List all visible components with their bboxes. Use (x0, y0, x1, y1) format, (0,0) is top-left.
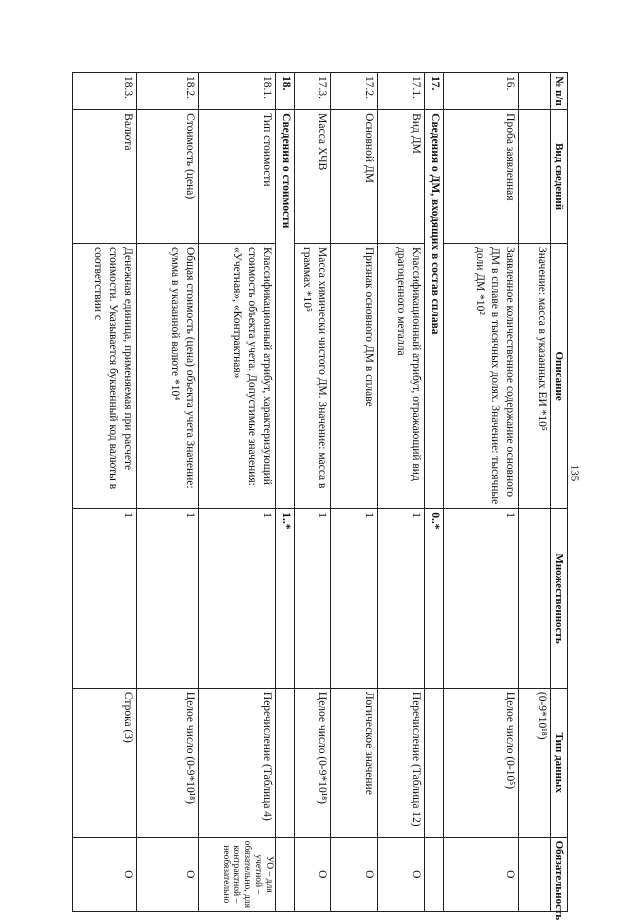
cell-mult: 1 (137, 509, 199, 689)
cell-type: Целое число (0-9*10¹⁸) (137, 688, 199, 837)
header-no: № п/п (550, 73, 567, 110)
section-row (276, 73, 295, 912)
cell-req: О (443, 837, 518, 911)
header-desc: Описание (550, 244, 567, 509)
cell-req (518, 837, 550, 911)
cell-req: О (377, 837, 424, 911)
section-title: Сведения о стоимости (276, 110, 295, 509)
cell-no: 17.1. (377, 73, 424, 110)
table-row (137, 73, 199, 912)
cell-kind: Основной ДМ (330, 110, 377, 244)
cell-req: О (330, 837, 377, 911)
cell-type: Целое число (0-9*10¹⁸) (295, 688, 330, 837)
cell-type (424, 688, 443, 837)
table-row (73, 73, 137, 912)
cell-req: О (73, 837, 137, 911)
cell-no: 17.3. (295, 73, 330, 110)
cell-req: О (137, 837, 199, 911)
table-row (199, 73, 276, 912)
header-mult: Множественность (550, 509, 567, 689)
cell-desc: Классификационный атрибут, отражающий вид драгоценного металла (377, 244, 424, 509)
cell-kind: Тип стоимости (199, 110, 276, 244)
cell-req: УО – для учетной – обязательно, для контрактной – необязательно (199, 837, 276, 911)
cell-no: 18.1. (199, 73, 276, 110)
cell-desc: Денежная единица, применяемая при расчете стоимости. Указывается буквенный код валюты в соответствии с (73, 244, 137, 509)
cell-type: Перечисление (Таблица 4) (199, 688, 276, 837)
cell-mult: 0..* (424, 509, 443, 689)
table-header-row (550, 73, 567, 912)
cell-no: 17.2. (330, 73, 377, 110)
cell-no (518, 73, 550, 110)
cell-kind: Стоимость (цена) (137, 110, 199, 244)
cell-mult: 1 (73, 509, 137, 689)
cell-desc: Значение: масса в указанных ЕИ *10⁵ (518, 244, 550, 509)
page-number: 135 (568, 464, 581, 482)
cell-no: 16. (443, 73, 518, 110)
header-type: Тип данных (550, 688, 567, 837)
cell-kind: Проба заявленная (443, 110, 518, 244)
section-row (424, 73, 443, 912)
cell-desc: Признак основного ДМ в сплаве (330, 244, 377, 509)
cell-kind: Валюта (73, 110, 137, 244)
table-row (518, 73, 550, 912)
table-row (295, 73, 330, 912)
cell-no: 18.3. (73, 73, 137, 110)
cell-type: Логическое значение (330, 688, 377, 837)
cell-mult: 1..* (276, 509, 295, 689)
header-req: Обязательность (550, 837, 567, 911)
cell-no: 18. (276, 73, 295, 110)
cell-mult (518, 509, 550, 689)
cell-req (424, 837, 443, 911)
cell-mult: 1 (295, 509, 330, 689)
cell-type: Перечисление (Таблица 12) (377, 688, 424, 837)
table-row (330, 73, 377, 912)
cell-req: О (295, 837, 330, 911)
cell-type: Целое число (0-10⁵) (443, 688, 518, 837)
cell-mult: 1 (199, 509, 276, 689)
table-row (377, 73, 424, 912)
cell-desc: Заявленное количественное содержание основного ДМ в сплаве в тысячных долях. Значение: тысячные доли ДМ *10² (443, 244, 518, 509)
section-title: Сведения о ДМ, входящих в состав сплава (424, 110, 443, 509)
cell-mult: 1 (377, 509, 424, 689)
cell-desc: Общая стоимость (цена) объекта учета Значение: сумма в указанной валюте *10⁴ (137, 244, 199, 509)
header-kind: Вид сведений (550, 110, 567, 244)
table-row (443, 73, 518, 912)
cell-no: 18.2. (137, 73, 199, 110)
cell-no: 17. (424, 73, 443, 110)
cell-kind (518, 110, 550, 244)
data-table (72, 72, 568, 920)
rotated-table-sheet (72, 72, 568, 920)
cell-type (276, 688, 295, 837)
cell-mult: 1 (443, 509, 518, 689)
cell-desc: Классификационный атрибут, характеризующий стоимость объекта учета. Допустимые значения: «Учетная», «Контрактная» (199, 244, 276, 509)
cell-kind: Вид ДМ (377, 110, 424, 244)
cell-type: Строка (3) (73, 688, 137, 837)
cell-desc: Масса химически чистого ДМ. Значение: масса в граммах *10⁵ (295, 244, 330, 509)
cell-mult: 1 (330, 509, 377, 689)
cell-req (276, 837, 295, 911)
cell-type: (0-9*10¹⁸) (518, 688, 550, 837)
cell-kind: Масса ХЧВ (295, 110, 330, 244)
